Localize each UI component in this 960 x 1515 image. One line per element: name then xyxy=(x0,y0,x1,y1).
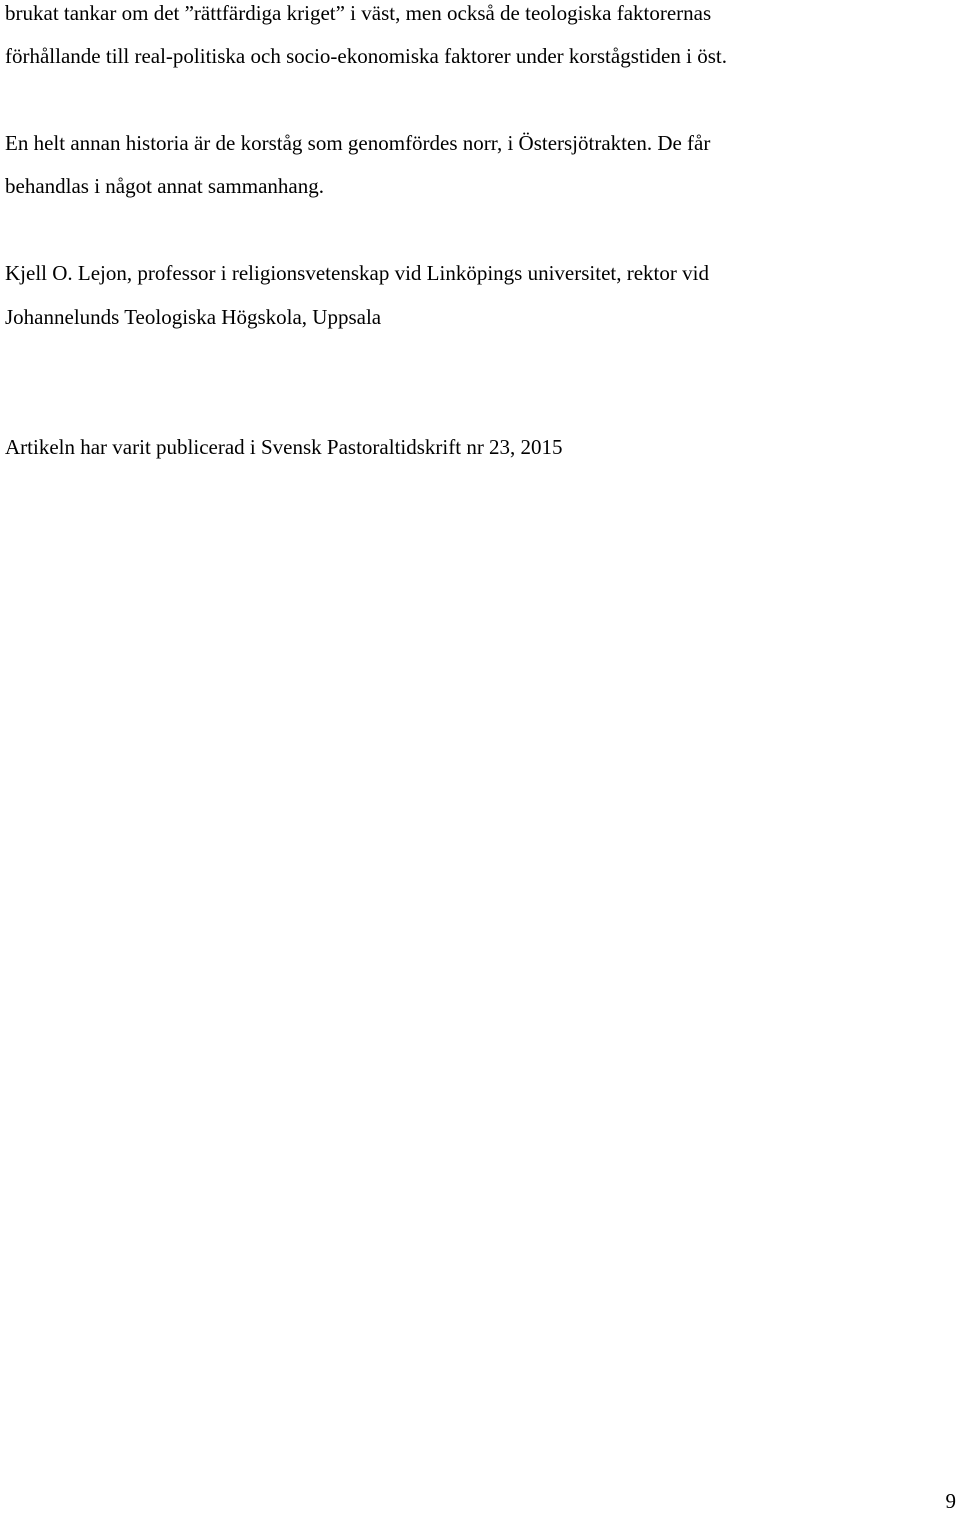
page-number: 9 xyxy=(945,1489,956,1513)
text-line: En helt annan historia är de korståg som genomfördes norr, i Östersjötrakten. De får xyxy=(5,131,711,155)
author-line: Kjell O. Lejon, professor i religionsvetenskap vid Linköpings universitet, rektor vid xyxy=(5,261,709,285)
text-line: behandlas i något annat sammanhang. xyxy=(5,174,324,198)
publication-line: Artikeln har varit publicerad i Svensk Pastoraltidskrift nr 23, 2015 xyxy=(5,435,563,459)
text-line: brukat tankar om det ”rättfärdiga kriget” i väst, men också de teologiska faktorernas xyxy=(5,1,712,25)
text-line: förhållande till real-politiska och socio-ekonomiska faktorer under korstågstiden i öst. xyxy=(5,44,727,68)
author-line: Johannelunds Teologiska Högskola, Uppsala xyxy=(5,305,382,329)
